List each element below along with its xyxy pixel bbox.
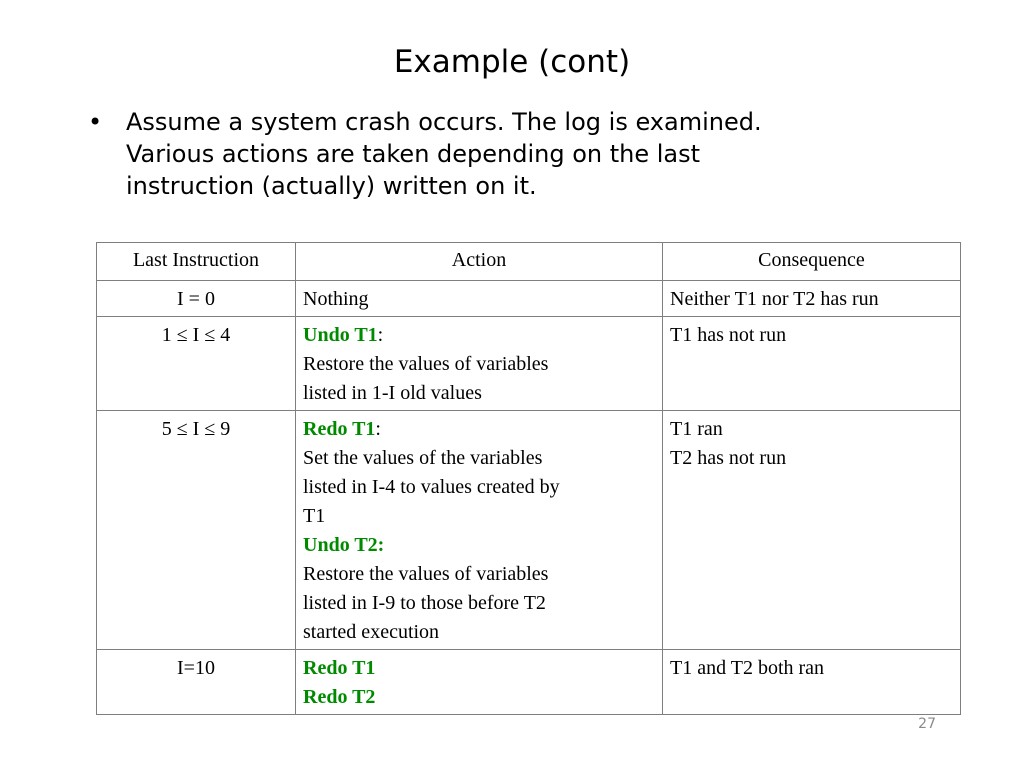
consequence-cell	[663, 411, 961, 650]
action-label: Redo T1	[303, 418, 376, 440]
action-label: Undo T1	[303, 324, 378, 346]
consequence-cell	[663, 650, 961, 715]
action-label: Redo T2	[303, 686, 376, 708]
action-label-line	[303, 415, 655, 444]
consequence-text: T1 and T2 both ran	[670, 657, 825, 679]
action-text: Restore the values of variables	[303, 563, 549, 585]
instruction-cell: 5 ≤ I ≤ 9	[97, 411, 296, 650]
action-cell	[296, 411, 663, 650]
action-text: listed in I-9 to those before T2	[303, 592, 546, 614]
action-label: Undo T2:	[303, 534, 385, 556]
table-row	[97, 650, 961, 715]
consequence-text: T2 has not run	[670, 447, 787, 469]
bullet-line: Assume a system crash occurs. The log is examined.	[126, 108, 762, 136]
action-text: Set the values of the variables	[303, 447, 543, 469]
instruction-cell: I = 0	[97, 281, 296, 317]
consequence-text: T1 ran	[670, 418, 723, 440]
bullet-line: Various actions are taken depending on the last	[126, 140, 701, 168]
table-row	[97, 411, 961, 650]
action-cell	[296, 281, 663, 317]
header-consequence: Consequence	[663, 243, 961, 281]
action-text: started execution	[303, 621, 440, 643]
instruction-cell: I=10	[97, 650, 296, 715]
action-cell	[296, 650, 663, 715]
action-text: listed in 1-I old values	[303, 382, 482, 404]
table-header-row	[97, 243, 961, 281]
consequence-cell	[663, 281, 961, 317]
action-text: T1	[303, 505, 326, 527]
table-row	[97, 281, 961, 317]
action-cell	[296, 317, 663, 411]
bullet-item	[88, 106, 908, 202]
bullet-line: instruction (actually) written on it.	[126, 172, 537, 200]
slide-title: Example (cont)	[393, 44, 631, 80]
action-text: Restore the values of variables	[303, 353, 549, 375]
header-action: Action	[296, 243, 663, 281]
consequence-text: T1 has not run	[670, 324, 787, 346]
consequence-text: Neither T1 nor T2 has run	[670, 288, 879, 310]
action-label: Redo T1	[303, 657, 376, 679]
action-text: Nothing	[303, 288, 369, 310]
page-number: 27	[918, 716, 936, 732]
bullet-dot-icon: •	[88, 108, 103, 136]
header-last-instruction: Last Instruction	[97, 243, 296, 281]
action-text: listed in I-4 to values created by	[303, 476, 560, 498]
recovery-actions-table	[96, 242, 961, 715]
table-row	[97, 317, 961, 411]
bullet-list	[88, 106, 908, 202]
action-label-suffix: :	[375, 418, 381, 440]
consequence-cell	[663, 317, 961, 411]
action-label-line	[303, 321, 655, 350]
action-label-suffix: :	[377, 324, 384, 346]
instruction-cell: 1 ≤ I ≤ 4	[97, 317, 296, 411]
